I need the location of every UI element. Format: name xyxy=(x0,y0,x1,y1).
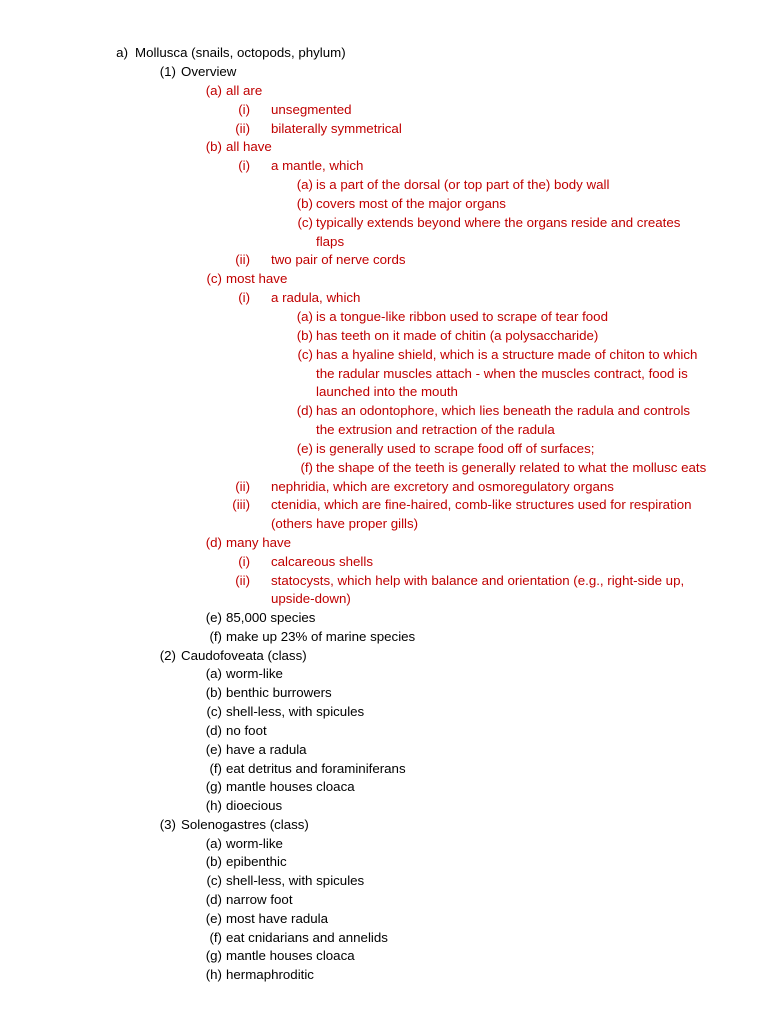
outline-marker: (i) xyxy=(238,554,250,569)
outline-marker: (ii) xyxy=(235,573,250,588)
outline-item xyxy=(0,327,768,345)
outline-item xyxy=(0,63,768,81)
outline-continuation-text: the extrusion and retraction of the radula xyxy=(316,422,555,437)
outline-continuation-text: flaps xyxy=(316,234,345,249)
outline-marker: (f) xyxy=(300,460,313,475)
outline-item xyxy=(0,778,768,796)
outline-marker: (i) xyxy=(238,158,250,173)
outline-marker: (c) xyxy=(297,347,313,362)
outline-marker: (b) xyxy=(205,139,222,154)
outline-item xyxy=(0,760,768,778)
outline-marker: (d) xyxy=(296,403,313,418)
outline-text: make up 23% of marine species xyxy=(226,629,416,644)
outline-marker: (a) xyxy=(296,309,313,324)
outline-text: Solenogastres (class) xyxy=(181,817,309,832)
outline-item xyxy=(0,270,768,288)
outline-item xyxy=(0,835,768,853)
outline-item xyxy=(0,590,768,608)
outline-item xyxy=(0,966,768,984)
outline-item xyxy=(0,101,768,119)
outline-item xyxy=(0,346,768,364)
outline-text: bilaterally symmetrical xyxy=(271,121,402,136)
outline-item xyxy=(0,440,768,458)
outline-marker: (ii) xyxy=(235,121,250,136)
outline-marker: a) xyxy=(116,45,128,60)
outline-item xyxy=(0,722,768,740)
outline-marker: (ii) xyxy=(235,479,250,494)
outline-item xyxy=(0,929,768,947)
outline-item xyxy=(0,233,768,251)
outline-marker: (i) xyxy=(238,290,250,305)
outline-text: hermaphroditic xyxy=(226,967,314,982)
outline-marker: (b) xyxy=(296,196,313,211)
outline-marker: (e) xyxy=(205,610,222,625)
outline-text: most have xyxy=(226,271,288,286)
outline-text: calcareous shells xyxy=(271,554,373,569)
outline-item xyxy=(0,910,768,928)
outline-marker: (d) xyxy=(205,723,222,738)
outline-marker: (e) xyxy=(205,911,222,926)
outline-item xyxy=(0,816,768,834)
outline-item xyxy=(0,572,768,590)
outline-item xyxy=(0,628,768,646)
outline-marker: (b) xyxy=(296,328,313,343)
outline-item xyxy=(0,383,768,401)
outline-marker: (h) xyxy=(205,967,222,982)
outline-text: has teeth on it made of chitin (a polysaccharide) xyxy=(316,328,599,343)
outline-item xyxy=(0,289,768,307)
outline-item xyxy=(0,308,768,326)
outline-marker: (h) xyxy=(205,798,222,813)
outline-text: eat cnidarians and annelids xyxy=(226,930,388,945)
outline-text: worm-like xyxy=(226,666,283,681)
outline-marker: (2) xyxy=(159,648,176,663)
outline-text: 85,000 species xyxy=(226,610,316,625)
outline-marker: (1) xyxy=(159,64,176,79)
outline-text: dioecious xyxy=(226,798,283,813)
outline-item xyxy=(0,853,768,871)
outline-text: benthic burrowers xyxy=(226,685,332,700)
outline-text: mantle houses cloaca xyxy=(226,948,355,963)
outline-item xyxy=(0,157,768,175)
outline-text: covers most of the major organs xyxy=(316,196,506,211)
outline-text: Overview xyxy=(181,64,237,79)
outline-marker: (f) xyxy=(209,930,222,945)
outline-text: two pair of nerve cords xyxy=(271,252,406,267)
outline-marker: (a) xyxy=(205,83,222,98)
outline-marker: (f) xyxy=(209,761,222,776)
outline-item xyxy=(0,891,768,909)
outline-text: has an odontophore, which lies beneath the radula and controls xyxy=(316,403,691,418)
outline-text: ctenidia, which are fine-haired, comb-like structures used for respiration xyxy=(271,497,692,512)
outline-item xyxy=(0,402,768,420)
outline-text: epibenthic xyxy=(226,854,287,869)
outline-item xyxy=(0,478,768,496)
outline-text: shell-less, with spicules xyxy=(226,704,365,719)
outline-text: is a part of the dorsal (or top part of the) body wall xyxy=(316,177,610,192)
outline-text: all are xyxy=(226,83,263,98)
outline-text: all have xyxy=(226,139,272,154)
outline-marker: (d) xyxy=(205,535,222,550)
outline-text: worm-like xyxy=(226,836,283,851)
outline-text: unsegmented xyxy=(271,102,352,117)
outline-continuation-text: upside-down) xyxy=(271,591,351,606)
outline-text: is generally used to scrape food off of surfaces; xyxy=(316,441,595,456)
outline-item xyxy=(0,82,768,100)
outline-text: mantle houses cloaca xyxy=(226,779,355,794)
outline-marker: (3) xyxy=(159,817,176,832)
outline-marker: (a) xyxy=(205,836,222,851)
outline-marker: (c) xyxy=(206,704,222,719)
outline-text: has a hyaline shield, which is a structure made of chiton to which xyxy=(316,347,698,362)
outline-item xyxy=(0,665,768,683)
outline-text: Mollusca (snails, octopods, phylum) xyxy=(135,45,346,60)
outline-item xyxy=(0,496,768,514)
outline-text: most have radula xyxy=(226,911,328,926)
outline-item xyxy=(0,176,768,194)
outline-item xyxy=(0,195,768,213)
outline-text: statocysts, which help with balance and orientation (e.g., right-side up, xyxy=(271,573,685,588)
outline-marker: (g) xyxy=(205,779,222,794)
outline-item xyxy=(0,703,768,721)
outline-text: a mantle, which xyxy=(271,158,364,173)
outline-continuation-text: (others have proper gills) xyxy=(271,516,419,531)
outline-marker: (i) xyxy=(238,102,250,117)
outline-marker: (g) xyxy=(205,948,222,963)
outline-text: shell-less, with spicules xyxy=(226,873,365,888)
outline-text: is a tongue-like ribbon used to scrape of tear food xyxy=(316,309,608,324)
outline-item xyxy=(0,138,768,156)
outline-marker: (c) xyxy=(297,215,313,230)
outline-marker: (b) xyxy=(205,685,222,700)
outline-marker: (d) xyxy=(205,892,222,907)
outline-marker: (f) xyxy=(209,629,222,644)
outline-item xyxy=(0,609,768,627)
outline-marker: (a) xyxy=(296,177,313,192)
outline-item xyxy=(0,251,768,269)
outline-marker: (c) xyxy=(206,271,222,286)
outline-marker: (e) xyxy=(205,742,222,757)
outline-item xyxy=(0,515,768,533)
outline-item xyxy=(0,534,768,552)
outline-text: no foot xyxy=(226,723,267,738)
outline-text: have a radula xyxy=(226,742,307,757)
outline-marker: (b) xyxy=(205,854,222,869)
outline-item xyxy=(0,647,768,665)
outline-item xyxy=(0,365,768,383)
outline-item xyxy=(0,741,768,759)
outline-text: the shape of the teeth is generally related to what the mollusc eats xyxy=(316,460,707,475)
outline-item xyxy=(0,459,768,477)
outline-text: narrow foot xyxy=(226,892,293,907)
outline-marker: (iii) xyxy=(232,497,250,512)
outline-item xyxy=(0,553,768,571)
outline-text: eat detritus and foraminiferans xyxy=(226,761,406,776)
outline-item xyxy=(0,872,768,890)
outline-text: many have xyxy=(226,535,292,550)
outline-item xyxy=(0,947,768,965)
outline-text: Caudofoveata (class) xyxy=(181,648,307,663)
outline-continuation-text: the radular muscles attach - when the muscles contract, food is xyxy=(316,366,688,381)
outline-item xyxy=(0,421,768,439)
outline-marker: (ii) xyxy=(235,252,250,267)
outline-marker: (a) xyxy=(205,666,222,681)
outline-text: a radula, which xyxy=(271,290,361,305)
outline-item xyxy=(0,797,768,815)
outline-marker: (e) xyxy=(296,441,313,456)
outline-item xyxy=(0,120,768,138)
outline-text: nephridia, which are excretory and osmoregulatory organs xyxy=(271,479,614,494)
outline-item xyxy=(0,214,768,232)
outline-marker: (c) xyxy=(206,873,222,888)
outline-text: typically extends beyond where the organs reside and creates xyxy=(316,215,681,230)
outline-item xyxy=(0,44,768,62)
outline-item xyxy=(0,684,768,702)
outline-continuation-text: launched into the mouth xyxy=(316,384,458,399)
